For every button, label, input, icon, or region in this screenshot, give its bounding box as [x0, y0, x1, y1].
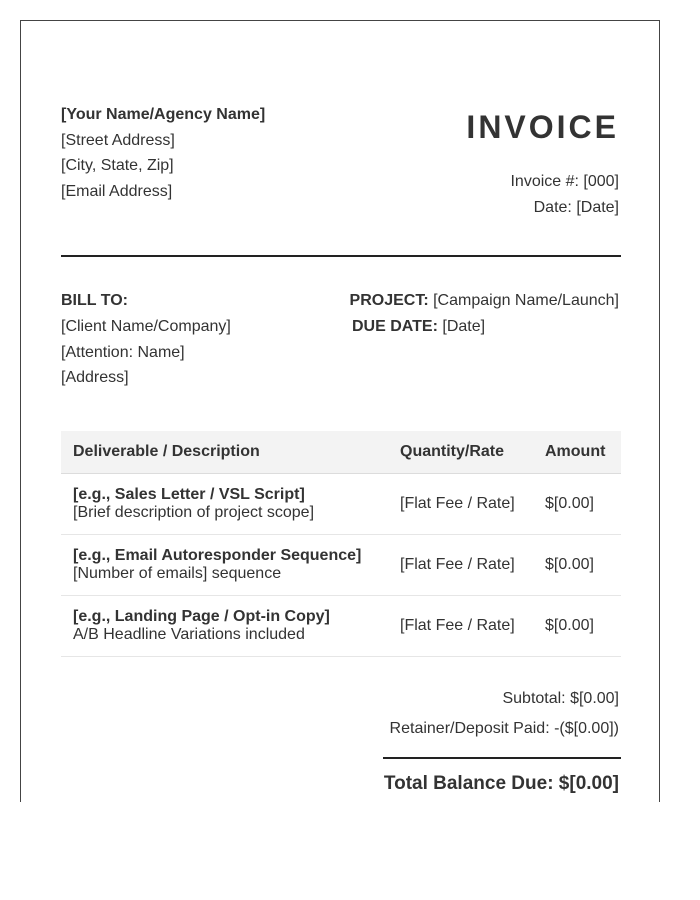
retainer-paid: Retainer/Deposit Paid: -($[0.00]) [389, 720, 619, 737]
table-header-row [61, 431, 621, 474]
table-row [61, 596, 621, 657]
sender-email: [Email Address] [61, 183, 173, 200]
invoice-page [20, 20, 660, 802]
invoice-date: Date: [Date] [533, 199, 619, 216]
table-row [61, 474, 621, 535]
item-amount: $[0.00] [533, 535, 621, 596]
row-description-cell [61, 535, 388, 596]
total-divider [383, 757, 621, 759]
item-title: [e.g., Sales Letter / VSL Script] [73, 486, 305, 503]
item-description: [Brief description of project scope] [73, 504, 315, 521]
item-description: A/B Headline Variations included [73, 626, 305, 643]
subtotal: Subtotal: $[0.00] [502, 690, 619, 707]
due-date-value: [Date] [442, 318, 486, 335]
invoice-title: INVOICE [466, 109, 619, 145]
item-title: [e.g., Email Autoresponder Sequence] [73, 547, 362, 564]
item-amount: $[0.00] [533, 474, 621, 535]
project-label: PROJECT: [349, 292, 429, 309]
item-rate: [Flat Fee / Rate] [388, 596, 533, 657]
item-rate: [Flat Fee / Rate] [388, 474, 533, 535]
header-description: Deliverable / Description [61, 431, 388, 474]
item-rate: [Flat Fee / Rate] [388, 535, 533, 596]
project-value: [Campaign Name/Launch] [433, 292, 619, 309]
line-items-table [61, 431, 621, 657]
sender-street: [Street Address] [61, 132, 175, 149]
bill-to-attention: [Attention: Name] [61, 344, 185, 361]
due-date-label: DUE DATE: [352, 318, 438, 335]
header-quantity-rate: Quantity/Rate [388, 431, 533, 474]
item-title: [e.g., Landing Page / Opt-in Copy] [73, 608, 330, 625]
item-description: [Number of emails] sequence [73, 565, 282, 582]
sender-city: [City, State, Zip] [61, 157, 174, 174]
header-divider [61, 255, 621, 257]
table-row [61, 535, 621, 596]
project-line [350, 293, 619, 309]
row-description-cell [61, 474, 388, 535]
item-amount: $[0.00] [533, 596, 621, 657]
header-amount: Amount [533, 431, 621, 474]
bill-to-heading: BILL TO: [61, 292, 128, 309]
due-date-line [352, 319, 485, 335]
bill-to-address: [Address] [61, 369, 129, 386]
sender-name: [Your Name/Agency Name] [61, 106, 266, 123]
invoice-number: Invoice #: [000] [510, 173, 619, 190]
row-description-cell [61, 596, 388, 657]
bill-to-client: [Client Name/Company] [61, 318, 231, 335]
total-balance-due: Total Balance Due: $[0.00] [383, 773, 619, 794]
